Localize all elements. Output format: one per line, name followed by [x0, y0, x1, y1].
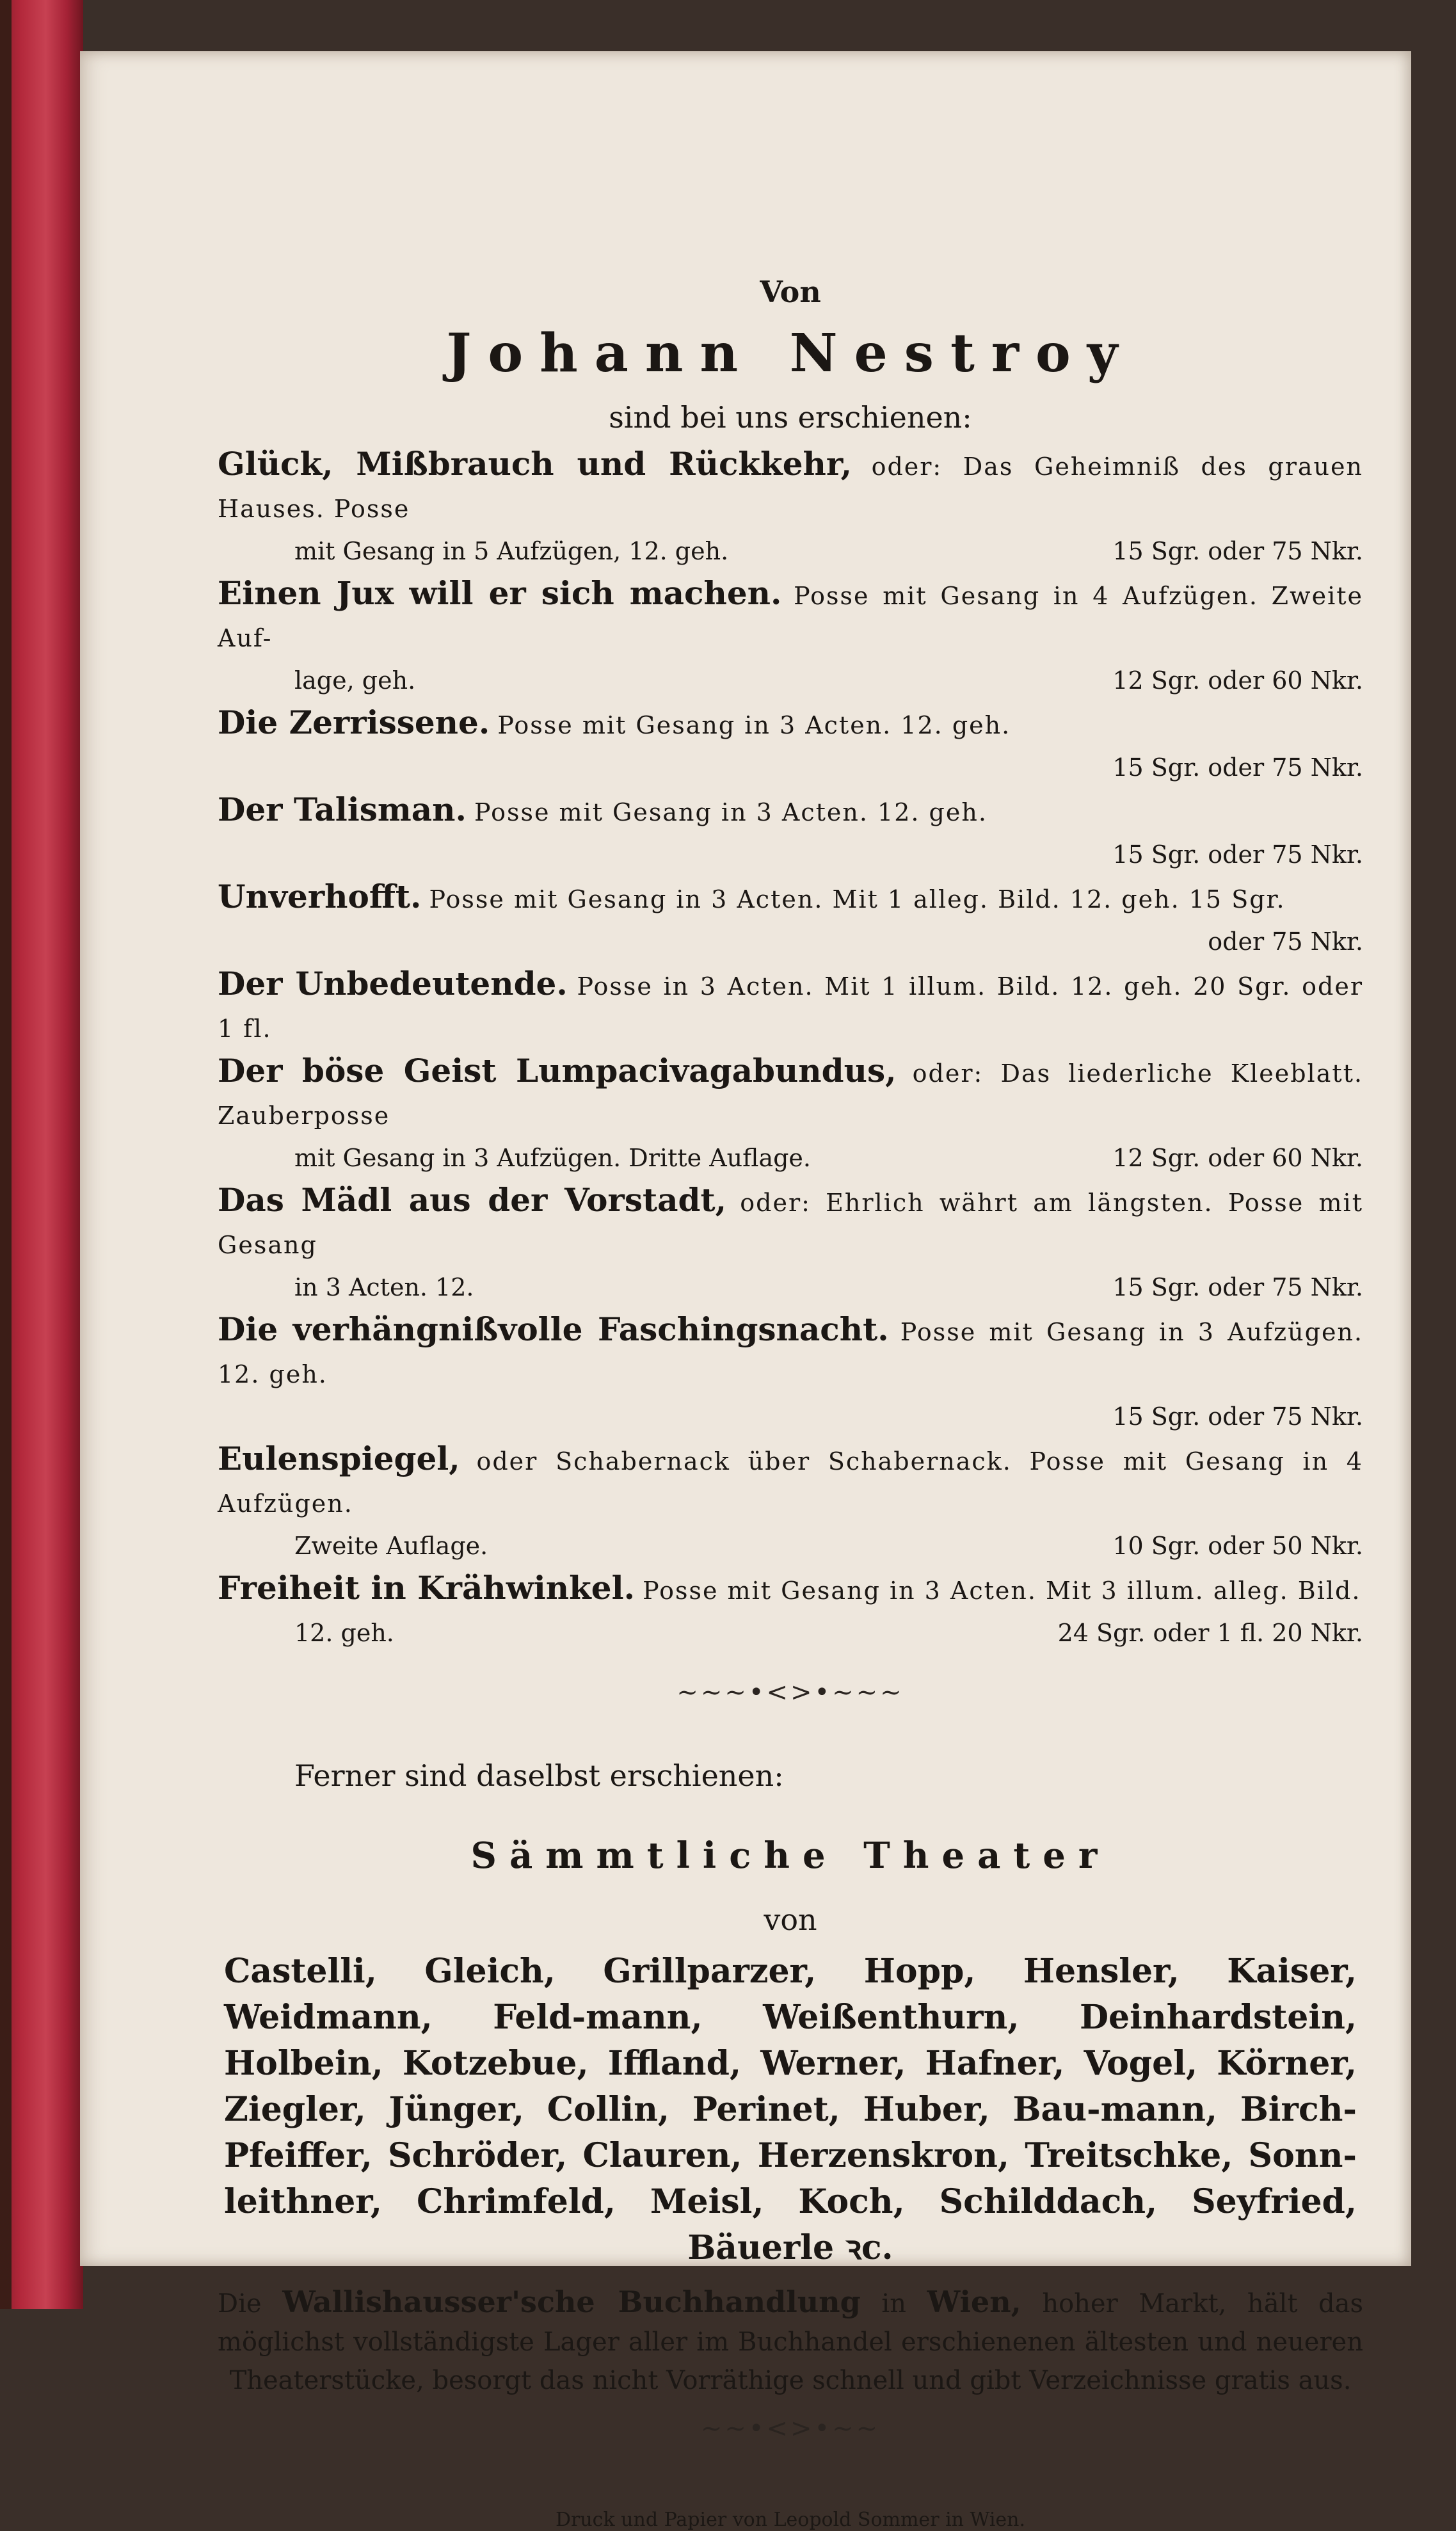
work-price: oder 75 Nkr. — [1208, 928, 1363, 956]
work-description: oder Schabernack über Schabernack. Posse mit Gesang in 4 Aufzügen. — [218, 1447, 1363, 1518]
work-continuation: lage, geh. — [294, 666, 416, 695]
work-title: Der Talisman. — [218, 791, 467, 828]
work-heading-line — [218, 963, 1363, 1050]
work-entry — [218, 702, 1363, 789]
work-title: Die verhängnißvolle Faschingsnacht. — [218, 1310, 889, 1348]
work-description: oder: Ehrlich währt am längsten. Posse mit Gesang — [218, 1189, 1363, 1259]
work-line-1 — [218, 1179, 1363, 1266]
work-line-1 — [218, 963, 1363, 1050]
note-rest: hoher Markt, hält das möglichst vollständigste Lager aller im Buchhandel erschienenen ältesten und neueren Theaterstücke, besorgt das nicht Vorräthige schnell und gibt Verzeichnisse gratis aus. — [218, 2289, 1364, 2395]
work-title: Der böse Geist Lumpacivagabundus, — [218, 1052, 897, 1089]
work-title: Unverhofft. — [218, 878, 422, 915]
bookshop-note — [218, 2283, 1363, 2400]
work-heading-line — [218, 789, 988, 833]
ornament-divider-2: ~~•<>•~~ — [700, 2414, 881, 2443]
note-firm: Wallishausser'sche Buchhandlung — [282, 2285, 861, 2319]
work-line-1 — [218, 1308, 1363, 1395]
work-line-2 — [218, 833, 1363, 876]
work-line-1 — [218, 443, 1363, 530]
book-page — [80, 51, 1411, 2531]
work-entry — [218, 1179, 1363, 1308]
work-price: 15 Sgr. oder 75 Nkr. — [1112, 753, 1363, 782]
work-line-1 — [218, 1050, 1363, 1137]
work-entry — [218, 963, 1363, 1050]
work-line-2 — [218, 1395, 1363, 1438]
work-price: 15 Sgr. oder 75 Nkr. — [1112, 537, 1363, 565]
von-heading: Von — [760, 275, 821, 309]
work-description: Posse in 3 Acten. Mit 1 illum. Bild. 12. geh. 20 Sgr. oder 1 fl. — [218, 972, 1363, 1043]
work-line-1 — [218, 876, 1363, 920]
work-entry — [218, 789, 1363, 876]
work-entry — [218, 572, 1363, 702]
work-line-2 — [218, 1137, 1363, 1179]
work-heading-line — [218, 443, 1363, 530]
work-heading-line — [218, 572, 1363, 659]
work-line-1 — [218, 572, 1363, 659]
work-line-2 — [218, 920, 1363, 963]
author-heading: Johann Nestroy — [446, 323, 1135, 384]
work-description: oder: Das Geheimniß des grauen Hauses. Posse — [218, 453, 1363, 523]
work-line-1 — [218, 1567, 1363, 1612]
work-price: 15 Sgr. oder 75 Nkr. — [1112, 840, 1363, 869]
authors-list: Castelli, Gleich, Grillparzer, Hopp, Hensler, Kaiser, Weidmann, Feld-mann, Weißenthurn, Deinhardstein, Holbein, Kotzebue, Iffland, Werner, Hafner, Vogel, Körner, Ziegler, Jünger, Collin, Perinet, Huber, Bau-mann, Birch-Pfeiffer, Schröder, Clauren, Herzenskron, Treitschke, Sonn-leithner, Chrimfeld, Meisl, Koch, Schilddach, Seyfried, Bäuerle ꝛc. — [224, 1952, 1357, 2267]
work-title: Einen Jux will er sich machen. — [218, 574, 782, 612]
work-heading-line — [218, 702, 1011, 746]
von-subheading: von — [764, 1902, 817, 1937]
subtitle: sind bei uns erschienen: — [609, 400, 972, 435]
work-entry — [218, 1308, 1363, 1438]
work-description: Posse mit Gesang in 3 Aufzügen. 12. geh. — [218, 1318, 1363, 1388]
work-price: 15 Sgr. oder 75 Nkr. — [1112, 1402, 1363, 1431]
work-entry — [218, 1050, 1363, 1179]
work-line-2 — [218, 1266, 1363, 1308]
work-title: Das Mädl aus der Vorstadt, — [218, 1181, 726, 1219]
page-content — [218, 269, 1363, 2531]
work-line-1 — [218, 702, 1363, 746]
work-continuation: mit Gesang in 5 Aufzügen, 12. geh. — [294, 537, 729, 565]
work-title: Eulenspiegel, — [218, 1440, 460, 1477]
work-heading-line — [218, 1567, 1361, 1612]
work-title: Der Unbedeutende. — [218, 965, 568, 1002]
ferner-heading: Ferner sind daselbst erschienen: — [294, 1758, 784, 1793]
work-description: Posse mit Gesang in 4 Aufzügen. Zweite Auf- — [218, 582, 1363, 652]
ornament-divider: ~~~•<>•~~~ — [676, 1678, 904, 1707]
work-price: 12 Sgr. oder 60 Nkr. — [1112, 666, 1363, 695]
work-line-2 — [218, 659, 1363, 702]
printer-footer: Druck und Papier von Leopold Sommer in Wien. — [555, 2509, 1026, 2531]
work-continuation: in 3 Acten. 12. — [294, 1273, 474, 1301]
work-continuation: mit Gesang in 3 Aufzügen. Dritte Auflage. — [294, 1144, 811, 1172]
work-line-2 — [218, 530, 1363, 572]
work-price: 12 Sgr. oder 60 Nkr. — [1112, 1144, 1363, 1172]
work-entry — [218, 1438, 1363, 1567]
book-cover-edge — [0, 0, 83, 2309]
work-description: Posse mit Gesang in 3 Acten. 12. geh. — [474, 798, 988, 826]
work-heading-line — [218, 876, 1286, 920]
work-continuation: Zweite Auflage. — [294, 1532, 488, 1560]
work-line-2 — [218, 1525, 1363, 1567]
book-spine-shadow — [0, 0, 12, 2309]
work-heading-line — [218, 1438, 1363, 1525]
work-title: Freiheit in Krähwinkel. — [218, 1569, 635, 1607]
work-entry — [218, 876, 1363, 963]
work-line-2 — [218, 1612, 1363, 1654]
note-city: Wien, — [927, 2285, 1021, 2319]
work-price: 10 Sgr. oder 50 Nkr. — [1112, 1532, 1363, 1560]
theater-heading: Sämmtliche Theater — [470, 1835, 1110, 1877]
work-line-1 — [218, 1438, 1363, 1525]
note-pre: Die — [218, 2289, 262, 2318]
work-heading-line — [218, 1179, 1363, 1266]
work-price: 24 Sgr. oder 1 fl. 20 Nkr. — [1057, 1619, 1363, 1647]
work-description: Posse mit Gesang in 3 Acten. Mit 1 alleg. Bild. 12. geh. 15 Sgr. — [429, 885, 1286, 913]
work-title: Die Zerrissene. — [218, 703, 490, 741]
work-entry — [218, 443, 1363, 572]
work-heading-line — [218, 1050, 1363, 1137]
work-description: oder: Das liederliche Kleeblatt. Zauberposse — [218, 1059, 1363, 1130]
work-description: Posse mit Gesang in 3 Acten. 12. geh. — [497, 711, 1011, 739]
work-title: Glück, Mißbrauch und Rückkehr, — [218, 445, 852, 483]
work-continuation: 12. geh. — [294, 1619, 394, 1647]
work-description: Posse mit Gesang in 3 Acten. Mit 3 illum. alleg. Bild. — [643, 1577, 1361, 1605]
work-heading-line — [218, 1308, 1363, 1395]
note-mid: in — [881, 2289, 906, 2318]
work-entry — [218, 1567, 1363, 1654]
works-list — [218, 443, 1363, 1654]
work-price: 15 Sgr. oder 75 Nkr. — [1112, 1273, 1363, 1301]
work-line-2 — [218, 746, 1363, 789]
work-line-1 — [218, 789, 1363, 833]
